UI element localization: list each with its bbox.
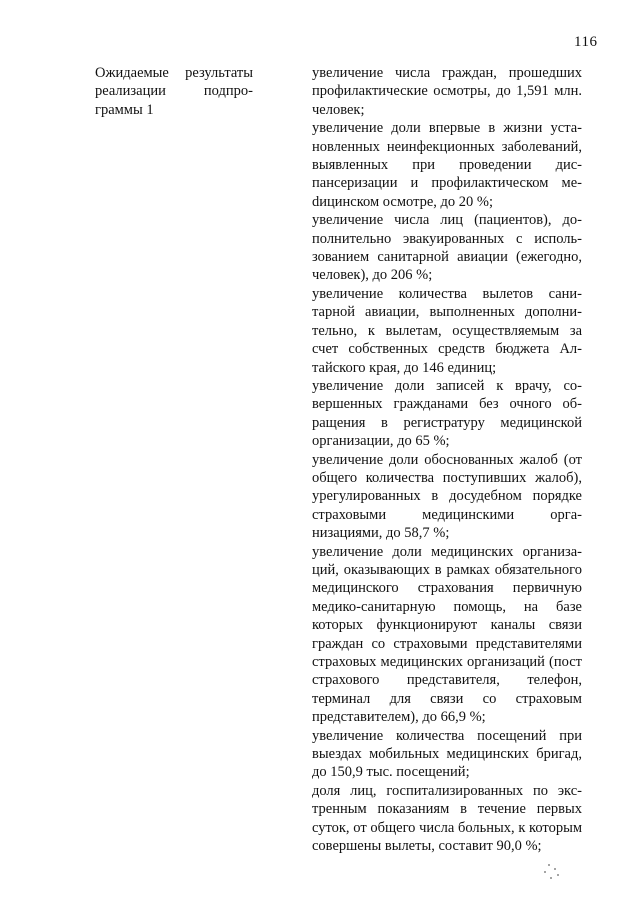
section-label: [95, 64, 253, 119]
result-item-8: увеличение количества посещений при выездах мобильных медицинских бригад, до 150,9 тыс. посещений;: [312, 727, 582, 781]
result-item-1: увеличение числа граждан, прошедших профилактические осмотры, до 1,591 млн. человек;: [312, 65, 582, 118]
scan-artifact: [538, 862, 568, 882]
result-item-4: увеличение количества вылетов санитарной авиации, выполненных дополнительно, к вылетам, осуществляемым за счет собственных средств бюджета Алтайского края, до 146 единиц;: [312, 285, 582, 376]
scan-dot: [548, 864, 550, 866]
scan-dot: [554, 868, 556, 870]
page-number: 116: [574, 34, 598, 50]
result-item-9: доля лиц, госпитализированных по экстренным показаниям в течение первых суток, от общего числа больных, к которым совершены вылеты, составит 90,0 %;: [312, 782, 582, 855]
result-item-3: увеличение числа лиц (пациентов), дополнительно эвакуированных с использованием санитарной авиации (ежегодно, человек), до 206 %;: [312, 212, 582, 284]
result-item-2: увеличение доли впервые в жизни установленных неинфекционных заболеваний, выявленных при проведении диспансеризации и профилактическом меdицинском осмотре, до 20 %;: [312, 120, 582, 210]
expected-results-list: [312, 64, 582, 855]
scan-dot: [557, 874, 559, 876]
result-item-6: увеличение доли обоснованных жалоб (от общего количества поступивших жалоб), урегулированных в досудебном порядке страховыми медицинскими организациями, до 58,7 %;: [312, 451, 582, 542]
section-label-text: Ожидаемые результаты реализации подпрограммы 1: [95, 65, 253, 118]
result-item-5: увеличение доли записей к врачу, совершенных гражданами без очного обращения в регистратуру медицинской организации, до 65 %;: [312, 377, 582, 450]
scan-dot: [544, 871, 546, 873]
scan-dot: [550, 877, 552, 879]
result-item-7: увеличение доли медицинских организаций, оказывающих в рамках обязательного медицинского страхования первичную медико-санитарную помощь, на базе которых функционируют каналы связи граждан со страховыми представителями страховых медицинских организаций (пост страхового представителя, телефон, терминал для связи со страховым представителем), до 66,9 %;: [312, 543, 582, 726]
